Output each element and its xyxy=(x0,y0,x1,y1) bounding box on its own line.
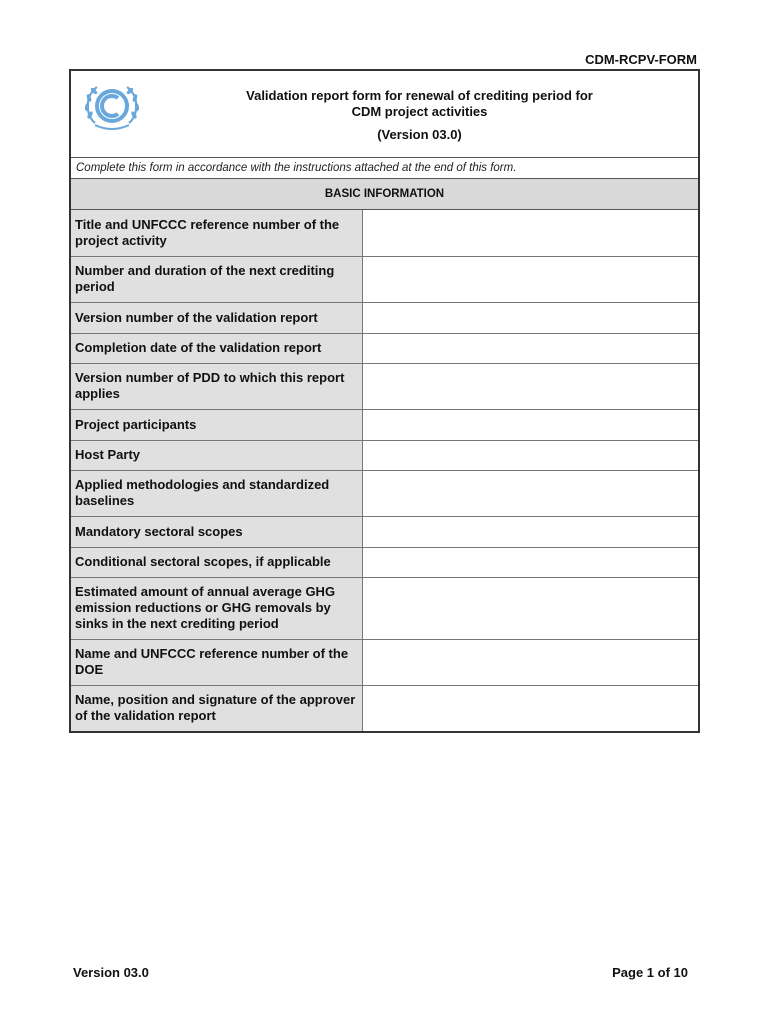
title-line-1: Validation report form for renewal of crediting period for xyxy=(246,88,593,103)
row-value-field[interactable] xyxy=(363,333,699,363)
table-row xyxy=(71,210,698,256)
table-row xyxy=(71,577,698,639)
row-value-field[interactable] xyxy=(363,409,699,440)
row-value-field[interactable] xyxy=(363,685,699,731)
section-heading: BASIC INFORMATION xyxy=(71,179,698,210)
form-version: (Version 03.0) xyxy=(377,127,462,142)
table-row xyxy=(71,470,698,516)
form-container xyxy=(69,69,700,733)
row-label: Mandatory sectoral scopes xyxy=(71,516,363,547)
row-value-field[interactable] xyxy=(363,440,699,470)
row-label: Host Party xyxy=(71,440,363,470)
instructions-text: Complete this form in accordance with the instructions attached at the end of this form. xyxy=(71,158,698,179)
table-row xyxy=(71,639,698,685)
row-value-field[interactable] xyxy=(363,256,699,302)
table-row xyxy=(71,256,698,302)
row-value-field[interactable] xyxy=(363,639,699,685)
row-label: Version number of the validation report xyxy=(71,302,363,333)
table-row xyxy=(71,302,698,333)
row-value-field[interactable] xyxy=(363,363,699,409)
title-line-2: CDM project activities xyxy=(351,104,488,119)
form-title xyxy=(171,88,668,143)
table-row xyxy=(71,409,698,440)
footer-version: Version 03.0 xyxy=(73,965,149,980)
row-label: Version number of PDD to which this report applies xyxy=(71,363,363,409)
table-row xyxy=(71,440,698,470)
table-row xyxy=(71,547,698,577)
row-value-field[interactable] xyxy=(363,302,699,333)
row-value-field[interactable] xyxy=(363,547,699,577)
form-header xyxy=(71,71,698,158)
row-label: Name, position and signature of the approver of the validation report xyxy=(71,685,363,731)
row-label: Project participants xyxy=(71,409,363,440)
row-value-field[interactable] xyxy=(363,516,699,547)
unfccc-logo-icon xyxy=(81,79,143,135)
table-row xyxy=(71,516,698,547)
table-row xyxy=(71,333,698,363)
row-label: Estimated amount of annual average GHG emission reductions or GHG removals by sinks in the next crediting period xyxy=(71,577,363,639)
row-label: Conditional sectoral scopes, if applicable xyxy=(71,547,363,577)
table-row xyxy=(71,363,698,409)
form-code: CDM-RCPV-FORM xyxy=(585,52,697,67)
row-value-field[interactable] xyxy=(363,470,699,516)
row-value-field[interactable] xyxy=(363,210,699,256)
row-value-field[interactable] xyxy=(363,577,699,639)
row-label: Completion date of the validation report xyxy=(71,333,363,363)
footer-page-number: Page 1 of 10 xyxy=(612,965,688,980)
row-label: Name and UNFCCC reference number of the DOE xyxy=(71,639,363,685)
row-label: Applied methodologies and standardized baselines xyxy=(71,470,363,516)
row-label: Title and UNFCCC reference number of the project activity xyxy=(71,210,363,256)
row-label: Number and duration of the next crediting period xyxy=(71,256,363,302)
basic-information-table xyxy=(71,210,698,731)
table-row xyxy=(71,685,698,731)
